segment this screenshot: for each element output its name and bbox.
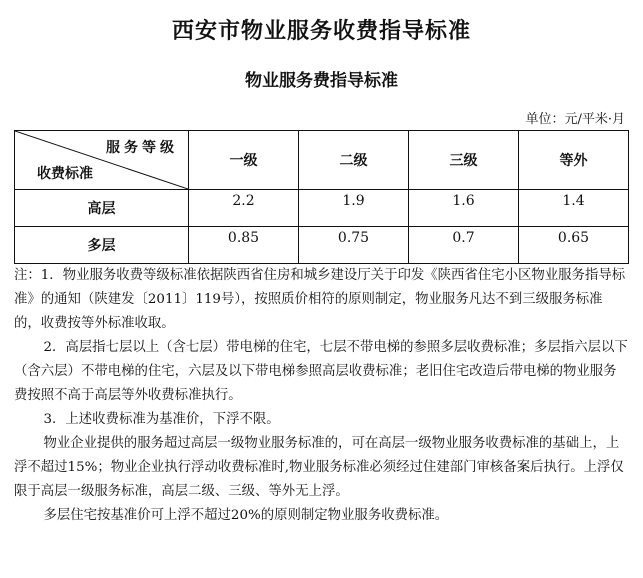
- table-cell: 0.85: [189, 227, 299, 264]
- table-row-multi-storey: [15, 227, 629, 264]
- page-subtitle: 物业服务费指导标准: [245, 71, 398, 91]
- table-corner-cell: [15, 131, 189, 190]
- table-cell: 1.9: [299, 190, 409, 227]
- note-paragraph-4: 物业企业提供的服务超过高层一级物业服务标准的，可在高层一级物业服务收费标准的基础上，上浮不超过15%；物业企业执行浮动收费标准时,物业服务标准必须经过住建部门审核备案后执行。上浮仅限于高层一级服务标准，高层二级、三级、等外无上浮。: [14, 436, 624, 499]
- note-paragraph-3: 3．上述收费标准为基准价，下浮不限。: [43, 412, 280, 427]
- column-header-level-3: 三级: [409, 131, 519, 190]
- table-cell: 1.4: [519, 190, 629, 227]
- note-paragraph-5: 多层住宅按基准价可上浮不超过20%的原则制定物业服务收费标准。: [43, 508, 449, 523]
- column-header-level-1: 一级: [189, 131, 299, 190]
- unit-label: 单位：元/平米·月: [525, 112, 625, 127]
- table-cell: 2.2: [189, 190, 299, 227]
- notes-section: [14, 264, 628, 528]
- page-title: 西安市物业服务收费指导标准: [171, 19, 471, 44]
- table-cell: 0.7: [409, 227, 519, 264]
- row-header-high-rise: 高层: [15, 190, 189, 227]
- corner-label-fee-standard: 收费标准: [37, 166, 93, 182]
- row-header-multi-storey: 多层: [15, 227, 189, 264]
- table-header-row: [15, 131, 629, 190]
- note-paragraph-2: 2．高层指七层以上（含七层）带电梯的住宅，七层不带电梯的参照多层收费标准；多层指六层以下（含六层）不带电梯的住宅，六层及以下带电梯参照高层收费标准；老旧住宅改造后带电梯的物业服务费按照不高于高层等外收费标准执行。: [14, 340, 628, 403]
- column-header-level-2: 二级: [299, 131, 409, 190]
- fee-standard-table: [14, 130, 629, 264]
- table-row-high-rise: [15, 190, 629, 227]
- table-cell: 0.75: [299, 227, 409, 264]
- corner-label-service-level: 服务等级: [106, 140, 178, 156]
- column-header-substandard: 等外: [519, 131, 629, 190]
- table-cell: 1.6: [409, 190, 519, 227]
- note-paragraph-1: 注：1．物业服务收费等级标准依据陕西省住房和城乡建设厅关于印发《陕西省住宅小区物业服务指导标准》的通知（陕建发〔2011〕119号），按照质价相符的原则制定，物业服务凡达不到三级服务标准的，收费按等外标准收取。: [14, 268, 626, 331]
- table-cell: 0.65: [519, 227, 629, 264]
